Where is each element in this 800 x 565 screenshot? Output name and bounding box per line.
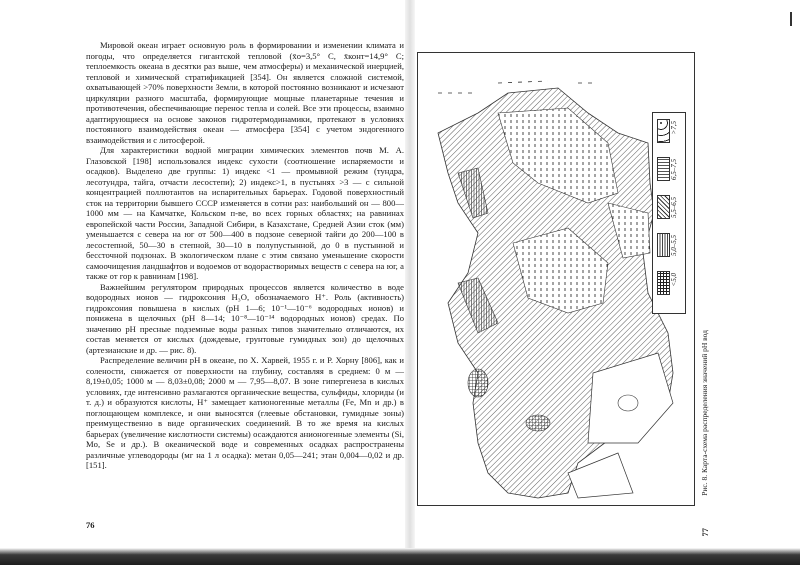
legend-label: 5,0–5,5 [670, 235, 678, 256]
diagonal-pattern-swatch [657, 195, 670, 219]
legend-label: >7,5 [670, 121, 678, 135]
right-page-number: 77 [700, 528, 710, 537]
grid-pattern-swatch [657, 271, 670, 295]
paragraph: Для характеристики водной миграции химических элементов почв М. А. Глазовской [198] использовался индекс сухости (соотношение испаряемости и осадков). Выделено две группы: 1) индекс <1 — промывной режим (тундра, лесотундра, тайга, отчасти лесостепи); 2) индекс>1, в пустынях >3 — с сильной концентрацией поллютантов на испарительных барьерах. Годовой поверхностный сток на территории бывшего СССР изменяется в сотни раз: наибольший он — 800—1000 мм — на Камчатке, Кольском п-ве, во всех горных областях; на равнинах европейской части России, Западной Сибири, в Казахстане, Средней Азии сток (мм) уменьшается с севера на юг от 500—400 в подзоне северной тайги до 200—100 в лесостепной, 50—30 в степной, 30—10 в полупустынной, до 0 в пустынной и бессточной подзонах. В экологическом плане с этим связано уменьшение скорости самоочищения ландшафтов и водоемов от водорастворимых веществ с севера на юг, а также от гор к равнинам [198]. [86, 145, 404, 281]
left-page-text [86, 40, 404, 471]
legend-label: 6,5–7,5 [670, 159, 678, 180]
figure-caption: Рис. 8. Карта-схема распределения значений pH вод [700, 330, 709, 496]
paragraph: Мировой океан играет основную роль в формировании и изменении климата и погоды, что определяется гигантской тепловой (x̄о=3,5° С, x̄конт=14,9° С; теплоемкость океана в десятки раз выше, чем атмосферы) и механической инерцией, тепловой и химической стратификацией [354]. Он является сложной системой, охватывающей >70% поверхности Земли, в которой постоянно возникают и исчезают циркуляции разного масштаба, формирующие мощные планетарные течения и противотечения, обеспечивающие перенос тепла и солей. Все эти процессы, взаимно адаптирующиеся на основе законов гидротермодинамики, протекают в условиях постоянного взаимодействия океан — атмосфера [354] с учетом эндогенного взаимодействия и с литосферой. [86, 40, 404, 145]
legend-item [657, 119, 681, 153]
legend-label: <5,0 [670, 273, 678, 287]
paragraph: Распределение величин pH в океане, по Х. Харвей, 1955 г. и Р. Хорну [806], как и солености, снижается от поверхности на глубину, составляя в среднем: 0 м — 8,19±0,05; 1000 м — 8,03±0,08; 2000 м — 7,95—8,07. В зоне гипергенеза в кислых условиях, где интенсивно разлагаются органические вещества, сульфиды, хлориды (и т. д.) и образуются кислоты, H⁺ замещает катионогенные металлы (Fe, Mn и др.) в поглощающем комплексе, и они выносятся (глеевые обстановки, гумидные зоны) преимущественно в виде органических соединений. В то же время на кислых барьерах (увеличение кислотности системы) осаждаются анионогенные элементы (Si, Mo, Se и др.). В океанической воде и современных осадках распространены различные углеводороды (мг на 1 л осадка): метан 0,05—241; этан 0,004—0,02 и др. [151]. [86, 355, 404, 470]
legend-label: 5,5–6,5 [670, 197, 678, 218]
legend-item [657, 233, 681, 267]
left-page-number: 76 [86, 520, 95, 530]
map-legend [652, 112, 686, 314]
page-gutter [405, 0, 415, 565]
legend-item [657, 195, 681, 229]
scan-bottom-shadow [0, 548, 800, 565]
dots-pattern-swatch [657, 119, 670, 143]
legend-item [657, 157, 681, 191]
legend-item [657, 271, 681, 305]
vertical-lines-pattern-swatch [657, 233, 670, 257]
page-edge-mark [790, 12, 792, 26]
dashes-pattern-swatch [657, 157, 670, 181]
paragraph: Важнейшим регулятором природных процессов является количество в воде водородных ионов — гидроксония H₃O, обозначаемого H⁺. Роль (активность) гидроксония повышена в кислых (pH 1—6; 10⁻¹—10⁻⁶ водородных ионов) и понижена в щелочных (pH 8—14; 10⁻⁸—10⁻¹⁴ водородных ионов) средах. По значению pH пресные подземные воды разных типов значительно отличаются, их состав меняется от кислых (дождевые, грунтовые гумидных зон) до щелочных (артезианские и др. — рис. 8). [86, 281, 404, 355]
